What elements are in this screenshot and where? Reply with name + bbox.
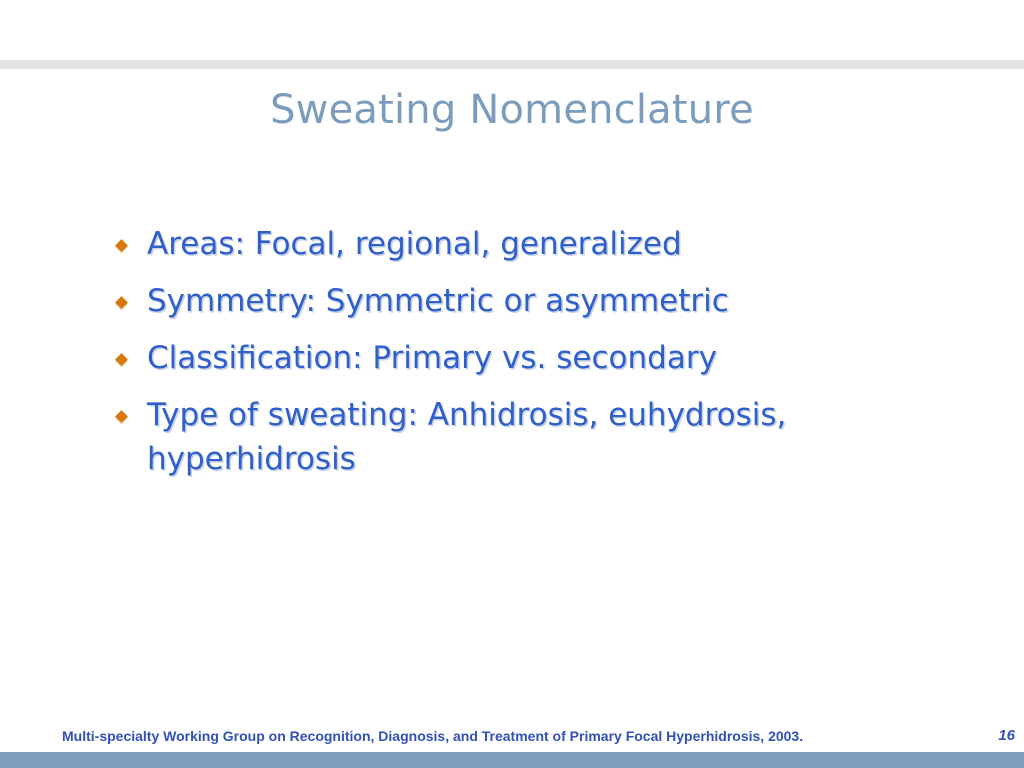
bullet-item-classification [114, 336, 914, 380]
bullet-item-symmetry [114, 279, 914, 323]
page-number: 16 [998, 727, 1015, 744]
bullet-list [114, 222, 914, 494]
bullet-item-type-of-sweating [114, 393, 914, 481]
slide-title: Sweating Nomenclature [270, 87, 754, 133]
top-divider [0, 60, 1024, 69]
diamond-bullet-icon [115, 296, 128, 309]
citation-footnote: Multi-specialty Working Group on Recognition, Diagnosis, and Treatment of Primary Focal Hyperhidrosis, 2003. [62, 728, 804, 744]
bottom-band [0, 752, 1024, 768]
bullet-text: Type of sweating: Anhidrosis, euhydrosis, hyperhidrosis [147, 397, 787, 477]
diamond-bullet-icon [115, 353, 128, 366]
diamond-bullet-icon [115, 410, 128, 423]
bullet-text: Areas: Focal, regional, generalized [147, 226, 682, 262]
bullet-item-areas [114, 222, 914, 266]
diamond-bullet-icon [115, 239, 128, 252]
bullet-text: Classification: Primary vs. secondary [147, 340, 717, 376]
bullet-text: Symmetry: Symmetric or asymmetric [147, 283, 729, 319]
